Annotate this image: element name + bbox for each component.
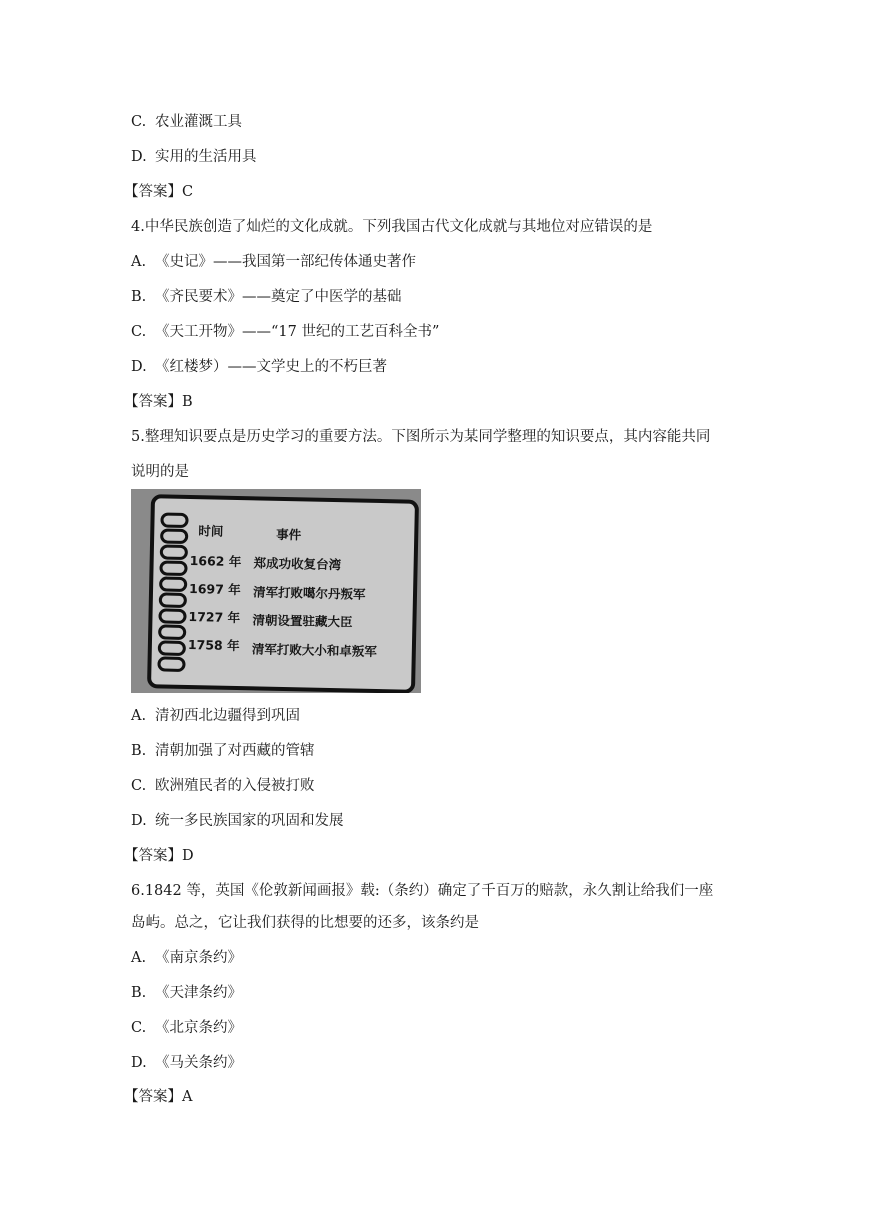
option-text: 《天津条约》 <box>155 985 242 1001</box>
option-text: 《北京条约》 <box>155 1020 242 1036</box>
spiral-ring <box>158 608 186 624</box>
figure-year: 1758 年 <box>187 637 240 654</box>
spiral-ring <box>159 592 187 608</box>
q6-option-d <box>131 1053 242 1073</box>
notebook-card <box>147 494 419 693</box>
spiral-ring <box>158 640 186 656</box>
q4-option-a <box>131 252 416 272</box>
option-letter: B. <box>131 289 147 305</box>
figure-year: 1727 年 <box>188 609 241 626</box>
option-letter: A. <box>131 708 147 724</box>
q4-option-b <box>131 287 402 307</box>
option-letter: C. <box>131 1020 147 1036</box>
option-text: 《红楼梦）——文学史上的不朽巨著 <box>155 359 387 375</box>
q5-stem-line1: 5.整理知识要点是历史学习的重要方法。下图所示为某同学整理的知识要点，其内容能共同 <box>131 429 711 445</box>
option-letter: D. <box>131 1055 147 1071</box>
q3-answer: 【答案】C <box>124 184 194 200</box>
option-text: 统一多民族国家的巩固和发展 <box>155 813 344 829</box>
spiral-ring <box>159 576 187 592</box>
q5-stem-line2: 说明的是 <box>131 464 189 480</box>
option-text: 《天工开物》——“17 世纪的工艺百科全书” <box>155 324 440 340</box>
figure-event: 清军打败大小和卓叛军 <box>251 641 377 659</box>
option-letter: C. <box>131 778 147 794</box>
option-letter: C. <box>131 114 147 130</box>
q4-option-c <box>131 322 439 342</box>
q6-option-a <box>131 948 242 968</box>
option-letter: D. <box>131 813 147 829</box>
option-letter: C. <box>131 324 147 340</box>
q5-option-c <box>131 776 315 796</box>
spiral-ring <box>158 624 186 640</box>
q6-stem-line2: 岛屿。总之，它让我们获得的比想要的还多，该条约是 <box>131 915 479 931</box>
option-letter: A. <box>131 950 147 966</box>
q6-stem-line1: 6.1842 等，英国《伦敦新闻画报》载:（条约）确定了千百万的赔款，永久割让给我们一座 <box>131 883 714 899</box>
figure-header-event: 事件 <box>276 526 302 543</box>
spiral-ring <box>160 512 188 528</box>
option-letter: B. <box>131 743 147 759</box>
option-text: 清朝加强了对西藏的管辖 <box>155 743 315 759</box>
option-text: 《马关条约》 <box>155 1055 242 1071</box>
spiral-ring <box>160 528 188 544</box>
figure-year: 1662 年 <box>189 553 242 570</box>
figure-year: 1697 年 <box>188 581 241 598</box>
q6-answer: 【答案】A <box>124 1089 193 1105</box>
q3-option-d <box>131 147 257 167</box>
spiral-ring <box>157 656 185 672</box>
figure-event: 清军打败噶尔丹叛军 <box>252 584 366 602</box>
q5-option-b <box>131 741 315 761</box>
q6-option-b <box>131 983 242 1003</box>
figure-event: 清朝设置驻藏大臣 <box>252 612 353 630</box>
option-text: 农业灌溉工具 <box>155 114 242 130</box>
q3-option-c <box>131 112 242 132</box>
option-text: 《南京条约》 <box>155 950 242 966</box>
q4-stem: 4.中华民族创造了灿烂的文化成就。下列我国古代文化成就与其地位对应错误的是 <box>131 219 653 235</box>
q5-option-d <box>131 811 344 831</box>
figure-header-time: 时间 <box>198 523 224 539</box>
option-letter: B. <box>131 985 147 1001</box>
q5-option-a <box>131 706 300 726</box>
q5-answer: 【答案】D <box>124 848 194 864</box>
q5-notebook-figure <box>131 489 421 693</box>
q4-option-d <box>131 357 387 377</box>
option-letter: A. <box>131 254 147 270</box>
q4-answer: 【答案】B <box>124 394 193 410</box>
spiral-ring <box>159 560 187 576</box>
spiral-binding <box>157 512 187 683</box>
option-text: 《史记》——我国第一部纪传体通史著作 <box>155 254 416 270</box>
option-letter: D. <box>131 149 147 165</box>
figure-event: 郑成功收复台湾 <box>253 555 342 573</box>
option-text: 《齐民要术》——奠定了中医学的基础 <box>155 289 402 305</box>
spiral-ring <box>160 544 188 560</box>
option-text: 实用的生活用具 <box>155 149 257 165</box>
option-letter: D. <box>131 359 147 375</box>
q6-option-c <box>131 1018 242 1038</box>
option-text: 欧洲殖民者的入侵被打败 <box>155 778 315 794</box>
option-text: 清初西北边疆得到巩固 <box>155 708 300 724</box>
